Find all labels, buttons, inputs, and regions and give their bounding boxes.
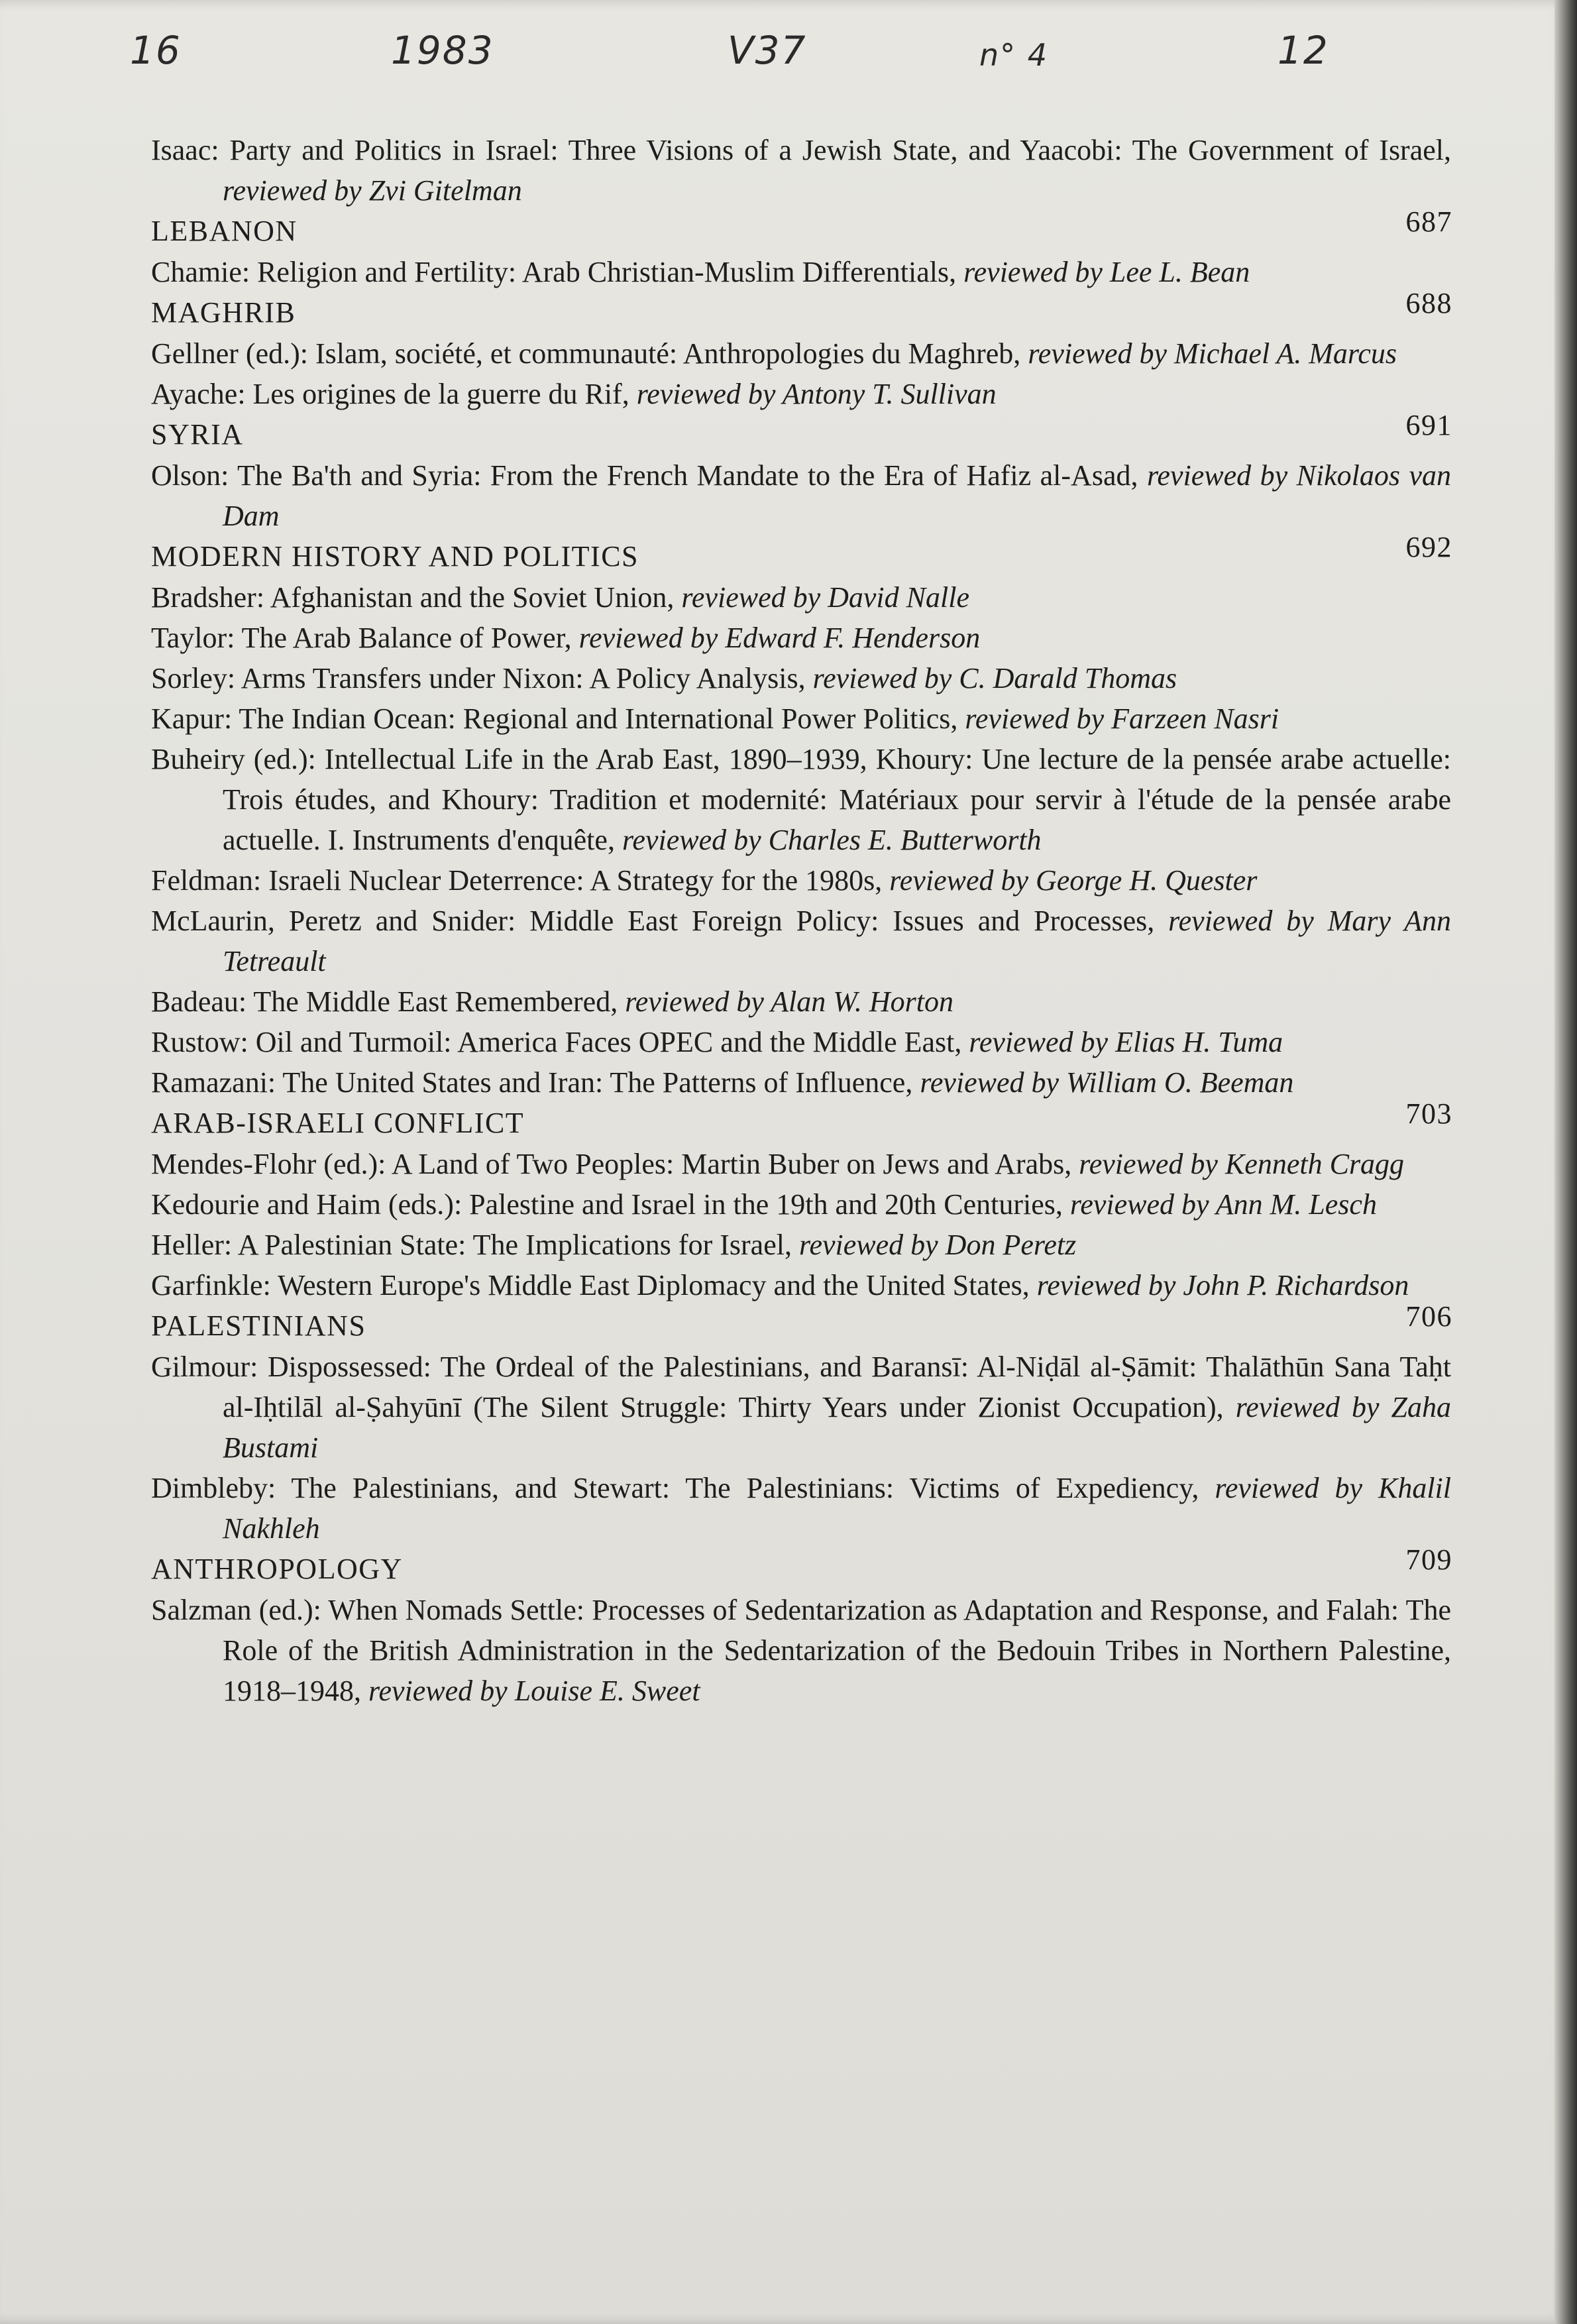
section-page-number: 706 [1405, 1300, 1452, 1333]
section-page-number: 709 [1405, 1543, 1452, 1576]
entry-reviewer: reviewed by Ann M. Lesch [1069, 1188, 1377, 1221]
review-entry [151, 1265, 1451, 1305]
book-review-index [151, 130, 1451, 1711]
entry-reviewer: reviewed by Mary Ann Tetreault [223, 905, 1451, 977]
review-entry [151, 698, 1451, 739]
entry-title: McLaurin, Peretz and Snider: Middle East Foreign Policy: Issues and Processes, [151, 905, 1169, 937]
review-entry [151, 981, 1451, 1022]
index-section [151, 409, 1452, 536]
entry-title: Chamie: Religion and Fertility: Arab Christian-Muslim Differentials, [151, 256, 964, 288]
section-page-number: 688 [1405, 287, 1452, 319]
entry-reviewer: reviewed by Farzeen Nasri [965, 702, 1279, 735]
review-entry [151, 618, 1451, 658]
entry-title: Heller: A Palestinian State: The Implications for Israel, [151, 1229, 799, 1261]
section-heading-text: MAGHRIB [151, 296, 296, 329]
entry-title: Bradsher: Afghanistan and the Soviet Union, [151, 581, 682, 614]
entry-title: Ayache: Les origines de la guerre du Rif, [151, 378, 637, 410]
section-page-number: 692 [1405, 531, 1452, 563]
entry-reviewer: reviewed by Khalil Nakhleh [223, 1472, 1452, 1545]
entry-reviewer: reviewed by C. Darald Thomas [812, 662, 1177, 694]
handwritten-number: n° 4 [979, 37, 1049, 73]
section-heading [151, 287, 1452, 333]
entry-title: Taylor: The Arab Balance of Power, [151, 622, 579, 654]
review-entry [151, 1347, 1451, 1468]
review-entry [151, 1062, 1451, 1103]
handwritten-note-left: 16 [130, 28, 182, 73]
index-section [151, 1300, 1452, 1549]
index-section [151, 531, 1452, 1103]
section-heading-text: ANTHROPOLOGY [151, 1553, 403, 1585]
review-entry [151, 252, 1451, 292]
entry-title: Badeau: The Middle East Remembered, [151, 985, 625, 1018]
entry-title: Sorley: Arms Transfers under Nixon: A Policy Analysis, [151, 662, 813, 694]
entry-reviewer: reviewed by William O. Beeman [920, 1066, 1294, 1099]
entry-reviewer: reviewed by Edward F. Henderson [578, 622, 981, 654]
entry-title: Isaac: Party and Politics in Israel: Three Visions of a Jewish State, and Yaacobi: The Government of Israel, [151, 134, 1451, 166]
index-section [151, 287, 1452, 414]
review-entry [151, 658, 1451, 698]
entry-reviewer: reviewed by David Nalle [681, 581, 969, 614]
review-entry [151, 577, 1451, 618]
entry-reviewer: reviewed by Don Peretz [798, 1229, 1077, 1261]
entry-reviewer: reviewed by Alan W. Horton [625, 985, 953, 1018]
entry-reviewer: reviewed by Lee L. Bean [963, 256, 1250, 288]
review-entry [151, 455, 1451, 536]
section-heading-text: PALESTINIANS [151, 1309, 366, 1342]
review-entry [151, 374, 1451, 414]
review-entry [151, 1468, 1451, 1549]
entry-title: Gellner (ed.): Islam, société, et communauté: Anthropologies du Maghreb, [151, 337, 1028, 370]
entry-reviewer: reviewed by Michael A. Marcus [1028, 337, 1397, 370]
entry-reviewer: reviewed by Kenneth Cragg [1079, 1148, 1405, 1180]
review-entry [151, 130, 1451, 211]
section-heading [151, 409, 1452, 455]
section-heading [151, 205, 1452, 252]
entry-title: Gilmour: Dispossessed: The Ordeal of the Palestinians, and Baransī: Al-Niḍāl al-Ṣāmit: Thalāthūn Sana Taḥt al-Iḥtilāl al-Ṣahyūnī (The Silent Struggle: Thirty Years under Zionist Occupation), [151, 1351, 1451, 1423]
entry-title: Salzman (ed.): When Nomads Settle: Processes of Sedentarization as Adaptation and Response, and Falah: The Role of the British Administration in the Sedentarization of the Bedouin Tribes in Northern Palestine, 1918–1948, [151, 1594, 1451, 1707]
entry-reviewer: reviewed by Zvi Gitelman [223, 174, 522, 207]
entry-title: Olson: The Ba'th and Syria: From the French Mandate to the Era of Hafiz al-Asad, [151, 459, 1147, 492]
review-entry [151, 1590, 1451, 1711]
index-section [151, 1097, 1452, 1305]
section-heading [151, 1300, 1452, 1347]
entry-title: Buheiry (ed.): Intellectual Life in the Arab East, 1890–1939, Khoury: Une lecture de la pensée arabe actuelle: Trois études, and Khoury: Tradition et modernité: Matériaux pour servir à l'étude de la pensée arabe actuelle. I. Instruments d'enquête, [151, 743, 1451, 856]
section-heading-text: SYRIA [151, 418, 244, 451]
entry-reviewer: reviewed by John P. Richardson [1036, 1269, 1409, 1301]
entry-title: Kedourie and Haim (eds.): Palestine and Israel in the 19th and 20th Centuries, [151, 1188, 1070, 1221]
review-entry [151, 1022, 1451, 1062]
section-heading [151, 531, 1452, 577]
handwritten-note-right: 12 [1278, 28, 1329, 73]
review-entry [151, 739, 1451, 860]
section-heading-text: ARAB-ISRAELI CONFLICT [151, 1107, 525, 1139]
review-entry [151, 860, 1451, 901]
entry-title: Mendes-Flohr (ed.): A Land of Two Peoples: Martin Buber on Jews and Arabs, [151, 1148, 1079, 1180]
section-page-number: 691 [1405, 409, 1452, 441]
review-entry [151, 1144, 1451, 1184]
section-heading [151, 1097, 1452, 1144]
entry-reviewer: reviewed by Charles E. Butterworth [622, 824, 1042, 856]
section-heading-text: LEBANON [151, 215, 298, 247]
index-section [151, 1543, 1452, 1711]
review-entry [151, 901, 1451, 981]
entry-title: Ramazani: The United States and Iran: The Patterns of Influence, [151, 1066, 920, 1099]
entry-title: Dimbleby: The Palestinians, and Stewart: The Palestinians: Victims of Expediency, [151, 1472, 1215, 1504]
index-section [151, 130, 1451, 211]
entry-reviewer: reviewed by Elias H. Tuma [969, 1026, 1283, 1058]
entry-reviewer: reviewed by Zaha Bustami [223, 1391, 1451, 1464]
section-page-number: 703 [1405, 1097, 1452, 1130]
section-page-number: 687 [1405, 205, 1452, 238]
page-edge-shadow [1554, 0, 1577, 2324]
section-heading [151, 1543, 1452, 1590]
section-heading-text: MODERN HISTORY AND POLITICS [151, 540, 639, 573]
entry-title: Kapur: The Indian Ocean: Regional and International Power Politics, [151, 702, 965, 735]
entry-reviewer: reviewed by Louise E. Sweet [368, 1675, 700, 1707]
review-entry [151, 1184, 1451, 1225]
entry-title: Feldman: Israeli Nuclear Deterrence: A Strategy for the 1980s, [151, 864, 890, 897]
handwritten-volume: V37 [728, 28, 807, 73]
entry-reviewer: reviewed by George H. Quester [889, 864, 1258, 897]
entry-reviewer: reviewed by Antony T. Sullivan [636, 378, 997, 410]
review-entry [151, 1225, 1451, 1265]
entry-title: Garfinkle: Western Europe's Middle East Diplomacy and the United States, [151, 1269, 1037, 1301]
entry-title: Rustow: Oil and Turmoil: America Faces OPEC and the Middle East, [151, 1026, 969, 1058]
entry-reviewer: reviewed by Nikolaos van Dam [223, 459, 1451, 532]
review-entry [151, 333, 1451, 374]
handwritten-year: 1983 [391, 28, 494, 73]
index-section [151, 205, 1452, 292]
